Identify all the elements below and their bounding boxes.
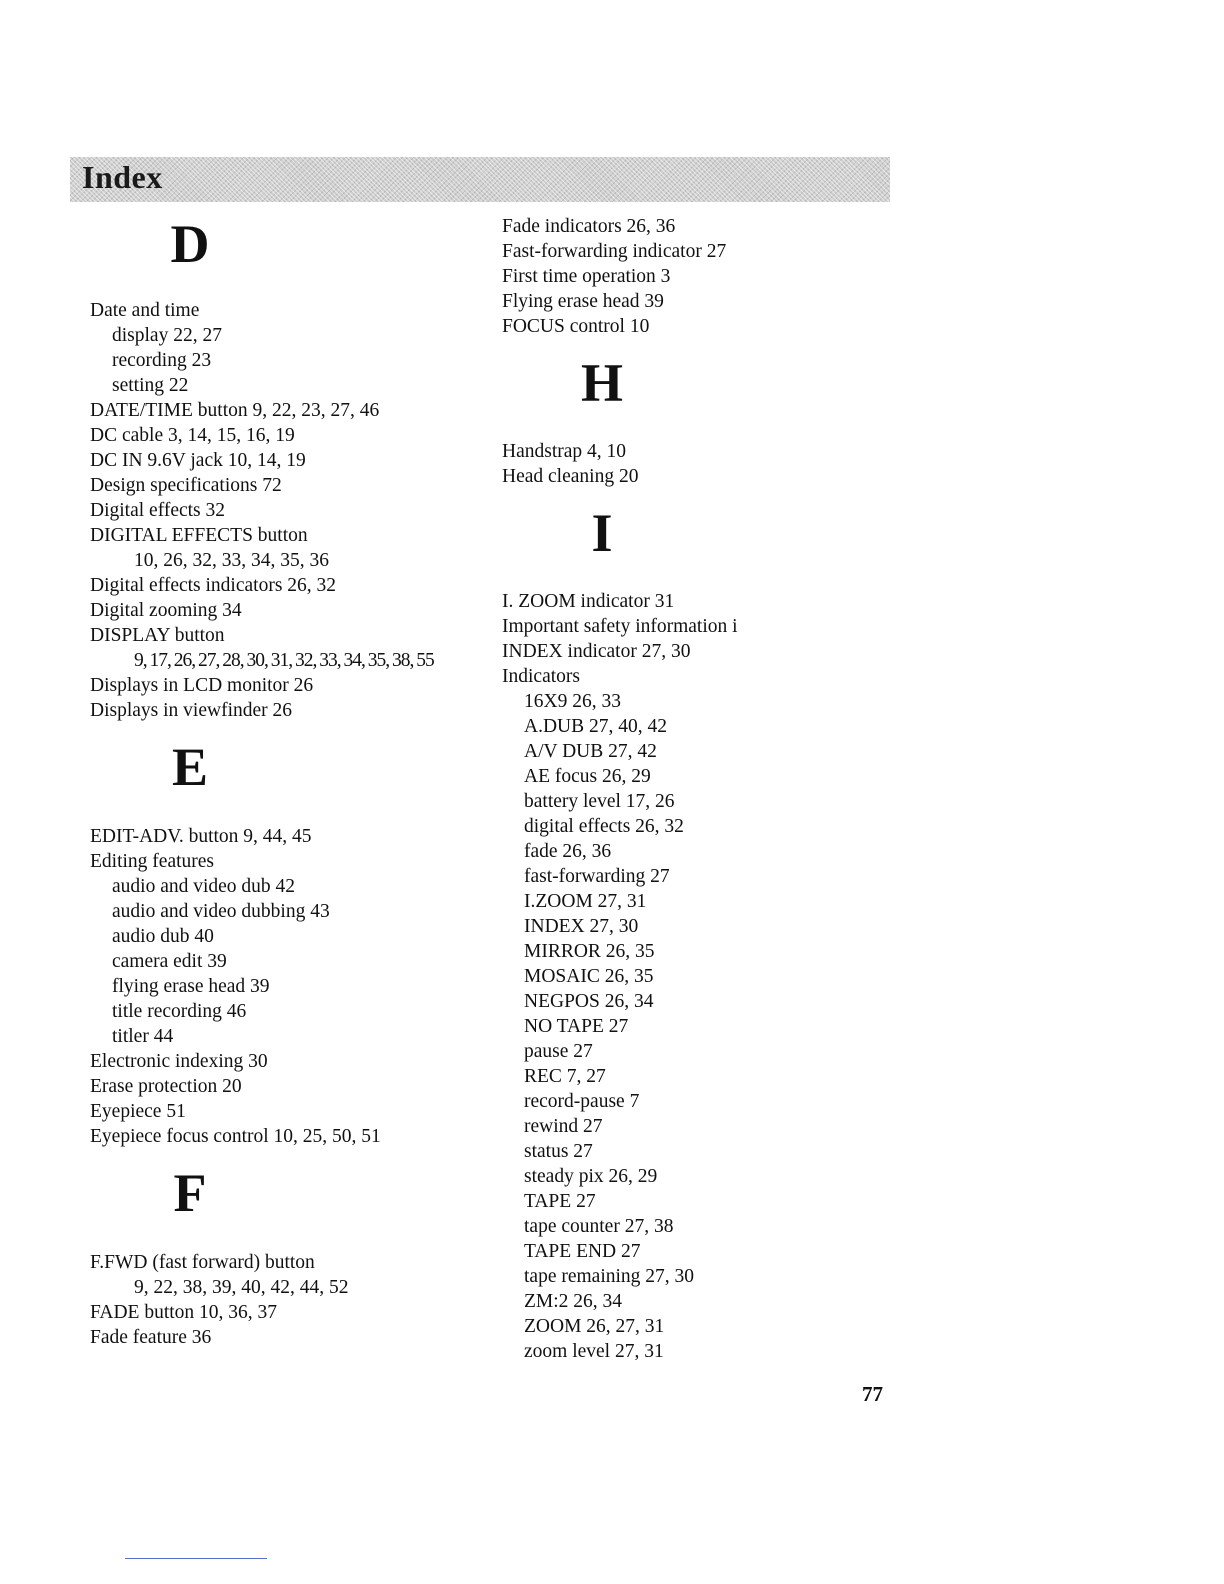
- index-subentry: status 27: [524, 1141, 593, 1162]
- index-subentry: TAPE END 27: [524, 1241, 641, 1262]
- index-header-banner: [70, 157, 890, 202]
- index-entry: Digital effects indicators 26, 32: [90, 575, 337, 596]
- index-entry: First time operation 3: [502, 266, 671, 287]
- index-entry: INDEX indicator 27, 30: [502, 641, 691, 662]
- index-entry: Fade indicators 26, 36: [502, 216, 676, 237]
- index-entry-continuation: 9, 22, 38, 39, 40, 42, 44, 52: [134, 1277, 349, 1298]
- index-column-left: [90, 214, 490, 1350]
- index-subentry: digital effects 26, 32: [524, 816, 684, 837]
- index-subentry: audio dub 40: [112, 926, 214, 947]
- index-subentry: AE focus 26, 29: [524, 766, 651, 787]
- index-subentry: fade 26, 36: [524, 841, 612, 862]
- index-subentry: rewind 27: [524, 1116, 603, 1137]
- index-entry: F.FWD (fast forward) button: [90, 1252, 315, 1273]
- index-entry: FOCUS control 10: [502, 316, 650, 337]
- section-letter: H: [580, 353, 623, 413]
- index-subentry: flying erase head 39: [112, 976, 270, 997]
- index-entry: Eyepiece focus control 10, 25, 50, 51: [90, 1126, 381, 1147]
- index-entry-continuation: 10, 26, 32, 33, 34, 35, 36: [134, 550, 329, 571]
- index-subentry: tape counter 27, 38: [524, 1216, 674, 1237]
- index-entry: DC IN 9.6V jack 10, 14, 19: [90, 450, 306, 471]
- index-entry: FADE button 10, 36, 37: [90, 1302, 278, 1323]
- index-entry: Design specifications 72: [90, 475, 282, 496]
- index-subentry: titler 44: [112, 1026, 174, 1047]
- index-entry: DATE/TIME button 9, 22, 23, 27, 46: [90, 400, 380, 421]
- index-entry: Handstrap 4, 10: [502, 441, 627, 462]
- index-subentry: ZM:2 26, 34: [524, 1291, 623, 1312]
- index-subentry: steady pix 26, 29: [524, 1166, 658, 1187]
- index-entry: Erase protection 20: [90, 1076, 242, 1097]
- section-letter: E: [171, 737, 209, 797]
- index-entry: I. ZOOM indicator 31: [502, 591, 675, 612]
- index-entry: DISPLAY button: [90, 625, 225, 646]
- page-number: 77: [862, 1382, 883, 1406]
- index-column-right: [502, 214, 902, 1364]
- index-entry: Displays in LCD monitor 26: [90, 675, 314, 696]
- index-entry: Eyepiece 51: [90, 1101, 186, 1122]
- index-entry: Digital zooming 34: [90, 600, 242, 621]
- section-letter: F: [173, 1163, 207, 1223]
- index-entry: Fade feature 36: [90, 1327, 212, 1348]
- index-subentry: 16X9 26, 33: [524, 691, 621, 712]
- index-entry: Displays in viewfinder 26: [90, 700, 293, 721]
- index-subentry: MOSAIC 26, 35: [524, 966, 654, 987]
- index-subentry: MIRROR 26, 35: [524, 941, 655, 962]
- index-subentry: fast-forwarding 27: [524, 866, 670, 887]
- index-subentry: battery level 17, 26: [524, 791, 675, 812]
- index-entry: Date and time: [90, 300, 200, 321]
- index-entry: Indicators: [502, 666, 580, 687]
- index-subentry: audio and video dubbing 43: [112, 901, 330, 922]
- section-letter: D: [170, 214, 210, 274]
- index-entry: DC cable 3, 14, 15, 16, 19: [90, 425, 295, 446]
- index-entry: Important safety information i: [502, 616, 738, 637]
- index-subentry: A/V DUB 27, 42: [524, 741, 657, 762]
- index-entry: DIGITAL EFFECTS button: [90, 525, 308, 546]
- index-entry-continuation: 9, 17, 26, 27, 28, 30, 31, 32, 33, 34, 35, 38, 55: [134, 650, 434, 671]
- page-title: Index: [82, 159, 163, 195]
- index-subentry: display 22, 27: [112, 325, 222, 346]
- index-subentry: ZOOM 26, 27, 31: [524, 1316, 665, 1337]
- index-entry: Electronic indexing 30: [90, 1051, 268, 1072]
- index-subentry: I.ZOOM 27, 31: [524, 891, 647, 912]
- index-subentry: title recording 46: [112, 1001, 247, 1022]
- index-subentry: record-pause 7: [524, 1091, 640, 1112]
- index-entry: Head cleaning 20: [502, 466, 639, 487]
- index-subentry: INDEX 27, 30: [524, 916, 639, 937]
- index-entry: EDIT-ADV. button 9, 44, 45: [90, 826, 312, 847]
- index-subentry: recording 23: [112, 350, 212, 371]
- section-letter: I: [591, 503, 613, 563]
- index-subentry: A.DUB 27, 40, 42: [524, 716, 668, 737]
- index-subentry: NEGPOS 26, 34: [524, 991, 654, 1012]
- index-subentry: audio and video dub 42: [112, 876, 296, 897]
- index-subentry: REC 7, 27: [524, 1066, 606, 1087]
- index-subentry: pause 27: [524, 1041, 593, 1062]
- index-subentry: camera edit 39: [112, 951, 227, 972]
- index-subentry: setting 22: [112, 375, 189, 396]
- index-subentry: zoom level 27, 31: [524, 1341, 664, 1362]
- index-subentry: TAPE 27: [524, 1191, 596, 1212]
- index-entry: Digital effects 32: [90, 500, 226, 521]
- index-subentry: tape remaining 27, 30: [524, 1266, 695, 1287]
- index-entry: Editing features: [90, 851, 214, 872]
- index-entry: Flying erase head 39: [502, 291, 664, 312]
- index-subentry: NO TAPE 27: [524, 1016, 629, 1037]
- index-entry: Fast-forwarding indicator 27: [502, 241, 727, 262]
- footer-rule: [125, 1558, 267, 1559]
